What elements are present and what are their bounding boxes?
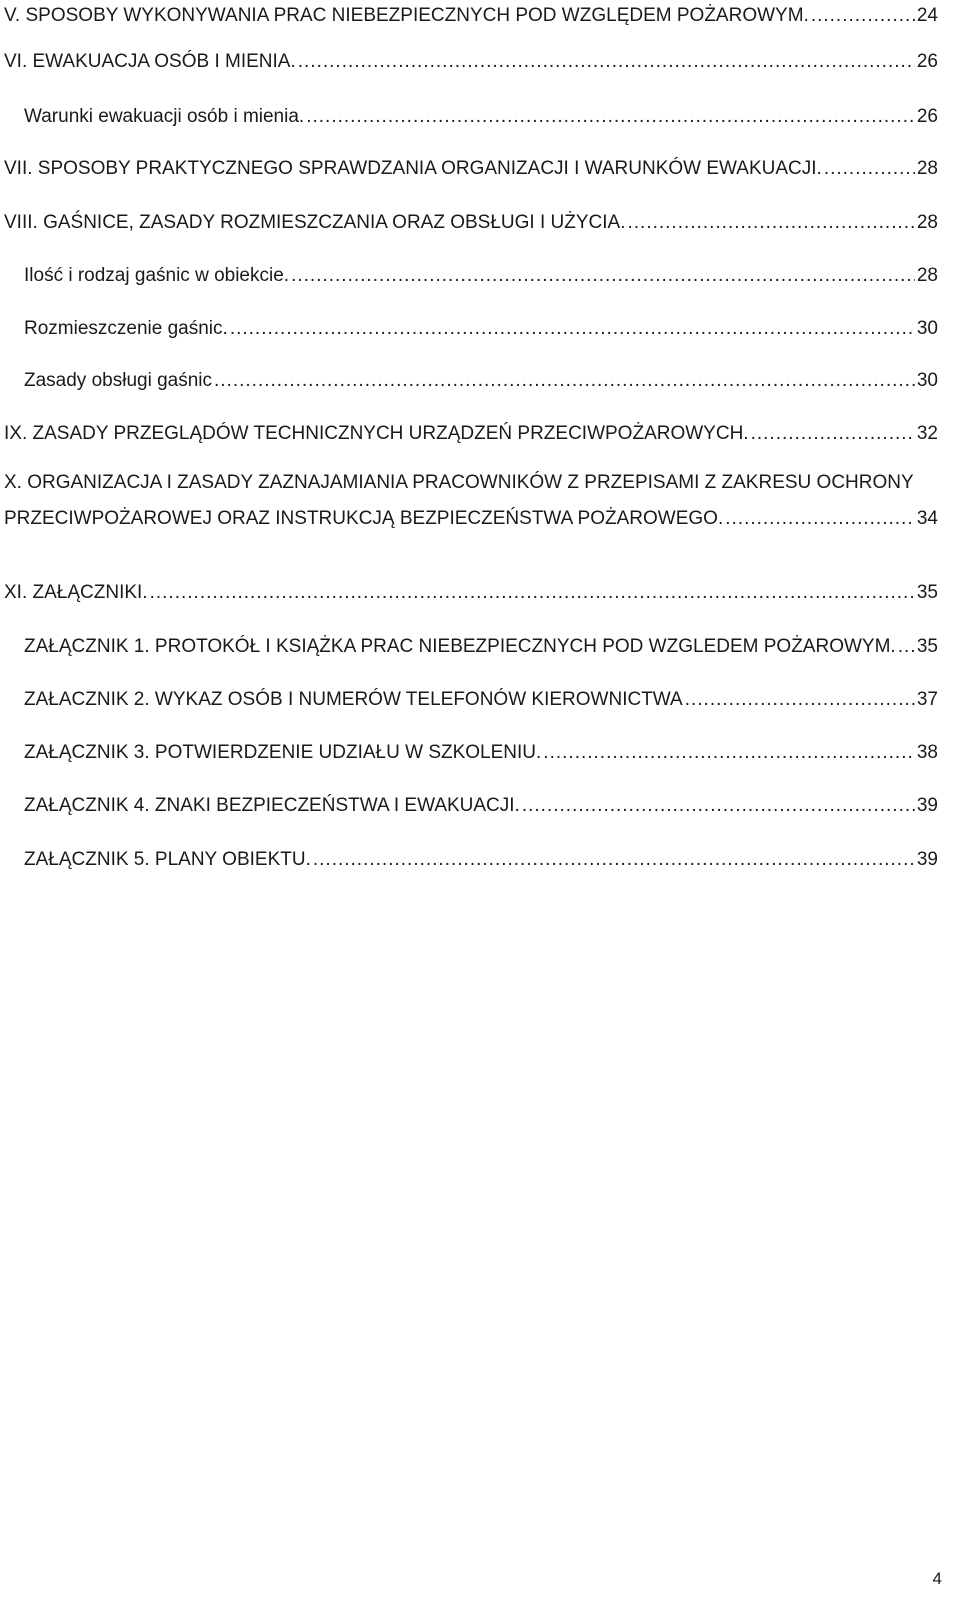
dot-leader bbox=[313, 846, 915, 874]
toc-entry-title: ZAŁĄCZNIK 3. POTWIERDZENIE UDZIAŁU W SZKOLENIU. bbox=[24, 742, 542, 763]
toc-entry-title: Rozmieszczenie gaśnic. bbox=[24, 318, 228, 339]
page-number: 4 bbox=[932, 1569, 942, 1588]
toc-entry-page: 35 bbox=[916, 582, 938, 603]
toc-entry-page: 38 bbox=[916, 742, 938, 763]
dot-leader bbox=[306, 103, 915, 131]
toc-entry-page: 35 bbox=[916, 636, 938, 657]
toc-entry-title: XI. ZAŁĄCZNIKI. bbox=[4, 582, 148, 603]
toc-entry-ix[interactable] bbox=[4, 420, 938, 448]
toc-entry-page: 39 bbox=[916, 795, 938, 816]
toc-entry-ilosc-gasnic[interactable] bbox=[24, 262, 938, 290]
dot-leader bbox=[811, 2, 915, 30]
toc-entry-xi[interactable] bbox=[4, 579, 938, 607]
toc-entry-title: ZAŁACZNIK 2. WYKAZ OSÓB I NUMERÓW TELEFONÓW KIEROWNICTWA bbox=[24, 689, 683, 710]
toc-entry-title-line1: X. ORGANIZACJA I ZASADY ZAZNAJAMIANIA PRACOWNIKÓW Z PRZEPISAMI Z ZAKRESU OCHRONY bbox=[4, 472, 914, 493]
toc-entry-page: 28 bbox=[916, 158, 938, 179]
dot-leader bbox=[824, 155, 915, 183]
toc-entry-warunki[interactable] bbox=[24, 103, 938, 131]
toc-entry-zalacznik-4[interactable] bbox=[24, 792, 938, 820]
toc-entry-rozmieszczenie-gasnic[interactable] bbox=[24, 315, 938, 343]
toc-entry-title-line2: PRZECIWPOŻAROWEJ ORAZ INSTRUKCJĄ BEZPIECZEŃSTWA POŻAROWEGO. bbox=[4, 508, 724, 529]
dot-leader bbox=[627, 209, 914, 237]
dot-leader bbox=[543, 739, 915, 767]
dot-leader bbox=[298, 48, 915, 76]
toc-entry-zalacznik-3[interactable] bbox=[24, 739, 938, 767]
toc-entry-page: 30 bbox=[916, 318, 938, 339]
toc-entry-v[interactable] bbox=[4, 2, 938, 30]
dot-leader bbox=[214, 367, 915, 395]
toc-entry-x[interactable] bbox=[4, 469, 938, 533]
dot-leader bbox=[685, 686, 915, 714]
toc-entry-viii[interactable] bbox=[4, 209, 938, 237]
toc-entry-title: VII. SPOSOBY PRAKTYCZNEGO SPRAWDZANIA ORGANIZACJI I WARUNKÓW EWAKUACJI. bbox=[4, 158, 822, 179]
toc-entry-page: 24 bbox=[916, 5, 938, 26]
toc-entry-title: VIII. GAŚNICE, ZASADY ROZMIESZCZANIA ORAZ OBSŁUGI I UŻYCIA. bbox=[4, 212, 626, 233]
toc-entry-page: 34 bbox=[916, 508, 938, 529]
toc-entry-page: 39 bbox=[916, 849, 938, 870]
dot-leader bbox=[751, 420, 915, 448]
dot-leader bbox=[291, 262, 915, 290]
toc-entry-line2 bbox=[4, 505, 938, 533]
toc-entry-zalacznik-1[interactable] bbox=[24, 633, 938, 661]
toc-entry-zalacznik-5[interactable] bbox=[24, 846, 938, 874]
toc-entry-title: VI. EWAKUACJA OSÓB I MIENIA. bbox=[4, 51, 296, 72]
toc-entry-title: ZAŁĄCZNIK 5. PLANY OBIEKTU. bbox=[24, 849, 311, 870]
toc-entry-title: V. SPOSOBY WYKONYWANIA PRAC NIEBEZPIECZNYCH POD WZGLĘDEM POŻAROWYM. bbox=[4, 5, 809, 26]
toc-entry-page: 26 bbox=[916, 106, 938, 127]
toc-entry-title: Zasady obsługi gaśnic bbox=[24, 370, 212, 391]
toc-entry-page: 32 bbox=[916, 423, 938, 444]
toc-entry-title: Warunki ewakuacji osób i mienia. bbox=[24, 106, 305, 127]
dot-leader bbox=[150, 579, 915, 607]
toc-entry-title: ZAŁĄCZNIK 1. PROTOKÓŁ I KSIĄŻKA PRAC NIEBEZPIECZNYCH POD WZGLEDEM POŻAROWYM. bbox=[24, 636, 896, 657]
toc-entry-title: ZAŁĄCZNIK 4. ZNAKI BEZPIECZEŃSTWA I EWAKUACJI. bbox=[24, 795, 520, 816]
toc-entry-zasady-obslugi-gasnic[interactable] bbox=[24, 367, 938, 395]
toc-entry-page: 28 bbox=[916, 265, 938, 286]
toc-entry-vi[interactable] bbox=[4, 48, 938, 76]
toc-entry-title: Ilość i rodzaj gaśnic w obiekcie. bbox=[24, 265, 290, 286]
dot-leader bbox=[522, 792, 915, 820]
toc-entry-title: IX. ZASADY PRZEGLĄDÓW TECHNICZNYCH URZĄDZEŃ PRZECIWPOŻAROWYCH. bbox=[4, 423, 749, 444]
toc-entry-page: 37 bbox=[916, 689, 938, 710]
toc-entry-page: 28 bbox=[916, 212, 938, 233]
dot-leader bbox=[898, 633, 915, 661]
toc-entry-page: 30 bbox=[916, 370, 938, 391]
toc-entry-vii[interactable] bbox=[4, 155, 938, 183]
dot-leader bbox=[725, 505, 915, 533]
toc-entry-page: 26 bbox=[916, 51, 938, 72]
dot-leader bbox=[230, 315, 915, 343]
toc-entry-zalacznik-2[interactable] bbox=[24, 686, 938, 714]
